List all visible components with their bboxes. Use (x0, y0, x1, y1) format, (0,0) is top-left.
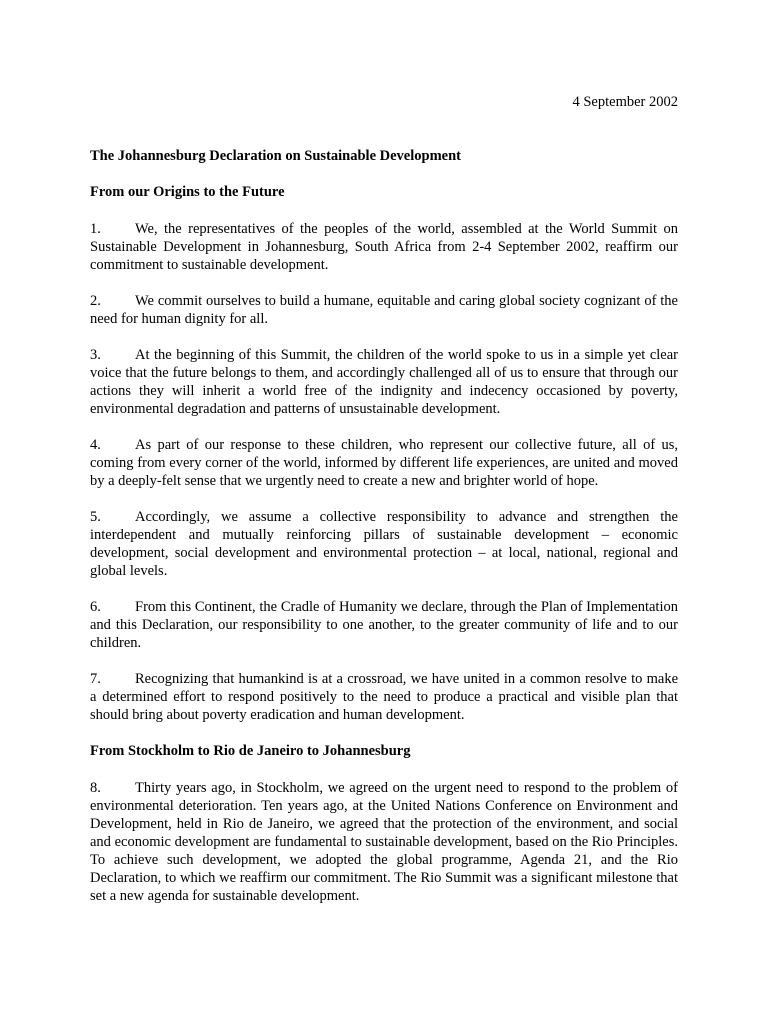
paragraph-number: 1. (90, 221, 101, 237)
paragraph-7 (90, 670, 678, 724)
paragraph-text: As part of our response to these children, who represent our collective future, all of us, coming from every corner of the world, informed by different life experiences, are united and moved by a deeply-felt sense that we urgently need to create a new and brighter world of hope. (90, 437, 678, 489)
paragraph-text: Accordingly, we assume a collective responsibility to advance and strengthen the interdependent and mutually reinforcing pillars of sustainable development – economic development, social development and environmental protection – at local, national, regional and global levels. (90, 509, 678, 579)
section-heading: From our Origins to the Future (90, 184, 285, 200)
paragraph-text: Recognizing that humankind is at a crossroad, we have united in a common resolve to make a determined effort to respond positively to the need to produce a practical and visible plan that should bring about poverty eradication and human development. (90, 671, 678, 723)
paragraph-number: 3. (90, 347, 101, 363)
paragraph-number: 2. (90, 293, 101, 309)
paragraph-3 (90, 346, 678, 418)
paragraph-number: 4. (90, 437, 101, 453)
paragraph-number: 8. (90, 780, 101, 796)
paragraph-5 (90, 508, 678, 580)
paragraph-number: 6. (90, 599, 101, 615)
document-body (90, 147, 678, 923)
paragraph-text: We commit ourselves to build a humane, equitable and caring global society cognizant of the need for human dignity for all. (90, 293, 678, 327)
paragraph-2 (90, 292, 678, 328)
paragraph-4 (90, 436, 678, 490)
document-date: 4 September 2002 (572, 94, 678, 110)
paragraph-text: Thirty years ago, in Stockholm, we agreed on the urgent need to respond to the problem of environmental deterioration. Ten years ago, at the United Nations Conference on Environment and Development, held in Rio de Janeiro, we agreed that the protection of the environment, and social and economic development are fundamental to sustainable development, based on the Rio Principles. To achieve such development, we adopted the global programme, Agenda 21, and the Rio Declaration, to which we reaffirm our commitment. The Rio Summit was a significant milestone that set a new agenda for sustainable development. (90, 780, 678, 904)
paragraph-1 (90, 220, 678, 274)
paragraph-text: We, the representatives of the peoples of the world, assembled at the World Summit on Sustainable Development in Johannesburg, South Africa from 2-4 September 2002, reaffirm our commitment to sustainable development. (90, 221, 678, 273)
document-title: The Johannesburg Declaration on Sustainable Development (90, 148, 461, 164)
paragraph-number: 7. (90, 671, 101, 687)
paragraph-6 (90, 598, 678, 652)
paragraph-8 (90, 779, 678, 905)
paragraph-number: 5. (90, 509, 101, 525)
section-heading: From Stockholm to Rio de Janeiro to Johannesburg (90, 743, 411, 759)
paragraph-text: At the beginning of this Summit, the children of the world spoke to us in a simple yet clear voice that the future belongs to them, and accordingly challenged all of us to ensure that through our actions they will inherit a world free of the indignity and indecency occasioned by poverty, environmental degradation and patterns of unsustainable development. (90, 347, 678, 417)
paragraph-text: From this Continent, the Cradle of Humanity we declare, through the Plan of Implementation and this Declaration, our responsibility to one another, to the greater community of life and to our children. (90, 599, 678, 651)
